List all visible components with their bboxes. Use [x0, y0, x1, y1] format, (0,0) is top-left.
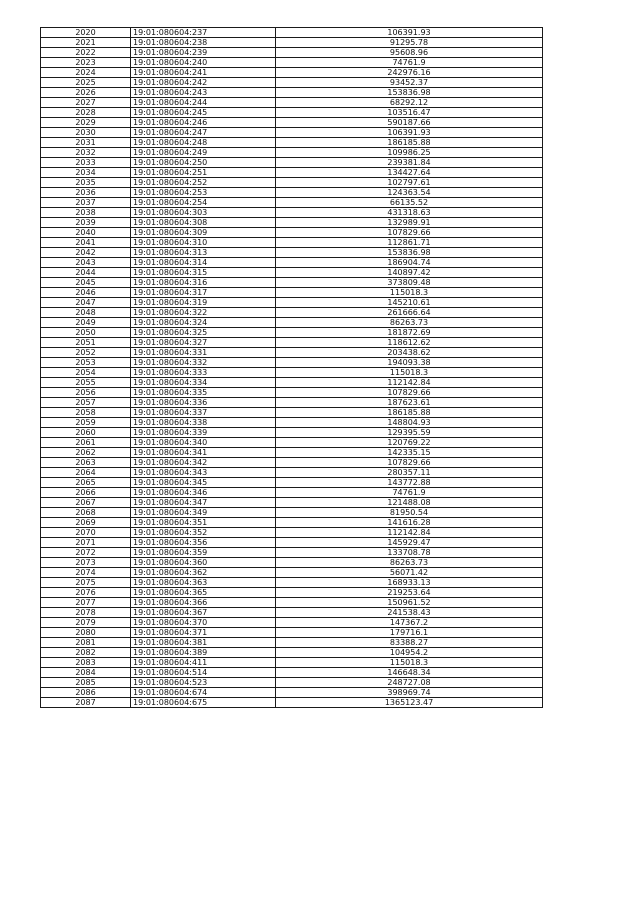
row-number-cell: 2023: [41, 58, 131, 68]
row-number-cell: 2037: [41, 198, 131, 208]
cadastral-value-cell: 106391.93: [276, 128, 543, 138]
row-number-cell: 2030: [41, 128, 131, 138]
cadastral-number-cell: 19:01:080604:243: [131, 88, 276, 98]
cadastral-value-cell: 120769.22: [276, 438, 543, 448]
table-row: [41, 608, 543, 618]
row-number-cell: 2071: [41, 538, 131, 548]
table-row: [41, 668, 543, 678]
table-row: [41, 88, 543, 98]
row-number-cell: 2056: [41, 388, 131, 398]
cadastral-value-cell: 148804.93: [276, 418, 543, 428]
cadastral-value-cell: 133708.78: [276, 548, 543, 558]
table-row: [41, 698, 543, 708]
table-row: [41, 678, 543, 688]
cadastral-number-cell: 19:01:080604:331: [131, 348, 276, 358]
row-number-cell: 2050: [41, 328, 131, 338]
table-row: [41, 68, 543, 78]
cadastral-number-cell: 19:01:080604:309: [131, 228, 276, 238]
row-number-cell: 2042: [41, 248, 131, 258]
row-number-cell: 2057: [41, 398, 131, 408]
cadastral-number-cell: 19:01:080604:303: [131, 208, 276, 218]
cadastral-value-cell: 140897.42: [276, 268, 543, 278]
table-row: [41, 328, 543, 338]
row-number-cell: 2062: [41, 448, 131, 458]
cadastral-number-cell: 19:01:080604:335: [131, 388, 276, 398]
row-number-cell: 2028: [41, 108, 131, 118]
row-number-cell: 2033: [41, 158, 131, 168]
cadastral-number-cell: 19:01:080604:381: [131, 638, 276, 648]
cadastral-value-cell: 107829.66: [276, 388, 543, 398]
cadastral-value-cell: 186904.74: [276, 258, 543, 268]
table-row: [41, 488, 543, 498]
cadastral-value-cell: 102797.61: [276, 178, 543, 188]
cadastral-value-cell: 241538.43: [276, 608, 543, 618]
row-number-cell: 2076: [41, 588, 131, 598]
row-number-cell: 2026: [41, 88, 131, 98]
table-row: [41, 558, 543, 568]
cadastral-value-cell: 153836.98: [276, 88, 543, 98]
row-number-cell: 2053: [41, 358, 131, 368]
table-row: [41, 78, 543, 88]
table-row: [41, 508, 543, 518]
table-row: [41, 48, 543, 58]
row-number-cell: 2068: [41, 508, 131, 518]
cadastral-value-cell: 261666.64: [276, 308, 543, 318]
cadastral-value-cell: 112142.84: [276, 528, 543, 538]
cadastral-value-cell: 147367.2: [276, 618, 543, 628]
table-row: [41, 118, 543, 128]
cadastral-value-cell: 115018.3: [276, 288, 543, 298]
cadastral-number-cell: 19:01:080604:319: [131, 298, 276, 308]
cadastral-value-cell: 74761.9: [276, 58, 543, 68]
cadastral-value-cell: 150961.52: [276, 598, 543, 608]
cadastral-number-cell: 19:01:080604:514: [131, 668, 276, 678]
cadastral-value-cell: 56071.42: [276, 568, 543, 578]
row-number-cell: 2048: [41, 308, 131, 318]
cadastral-number-cell: 19:01:080604:347: [131, 498, 276, 508]
table-row: [41, 198, 543, 208]
table-row: [41, 548, 543, 558]
cadastral-number-cell: 19:01:080604:339: [131, 428, 276, 438]
table-row: [41, 138, 543, 148]
cadastral-value-cell: 179716.1: [276, 628, 543, 638]
table-row: [41, 578, 543, 588]
cadastral-value-cell: 194093.38: [276, 358, 543, 368]
table-row: [41, 378, 543, 388]
row-number-cell: 2027: [41, 98, 131, 108]
cadastral-value-cell: 145210.61: [276, 298, 543, 308]
row-number-cell: 2078: [41, 608, 131, 618]
table-row: [41, 398, 543, 408]
table-row: [41, 158, 543, 168]
cadastral-value-cell: 141616.28: [276, 518, 543, 528]
cadastral-number-cell: 19:01:080604:342: [131, 458, 276, 468]
cadastral-number-cell: 19:01:080604:334: [131, 378, 276, 388]
cadastral-value-cell: 81950.54: [276, 508, 543, 518]
table-row: [41, 218, 543, 228]
table-row: [41, 298, 543, 308]
cadastral-number-cell: 19:01:080604:349: [131, 508, 276, 518]
table-row: [41, 538, 543, 548]
table-row: [41, 368, 543, 378]
row-number-cell: 2046: [41, 288, 131, 298]
row-number-cell: 2049: [41, 318, 131, 328]
cadastral-number-cell: 19:01:080604:360: [131, 558, 276, 568]
row-number-cell: 2022: [41, 48, 131, 58]
cadastral-number-cell: 19:01:080604:324: [131, 318, 276, 328]
table-row: [41, 518, 543, 528]
table-row: [41, 338, 543, 348]
cadastral-value-cell: 74761.9: [276, 488, 543, 498]
cadastral-value-cell: 66135.52: [276, 198, 543, 208]
table-row: [41, 418, 543, 428]
row-number-cell: 2043: [41, 258, 131, 268]
table-row: [41, 148, 543, 158]
row-number-cell: 2032: [41, 148, 131, 158]
table-row: [41, 258, 543, 268]
cadastral-value-cell: 103516.47: [276, 108, 543, 118]
cadastral-value-cell: 134427.64: [276, 168, 543, 178]
cadastral-number-cell: 19:01:080604:340: [131, 438, 276, 448]
cadastral-value-cell: 107829.66: [276, 458, 543, 468]
row-number-cell: 2055: [41, 378, 131, 388]
cadastral-value-cell: 186185.88: [276, 408, 543, 418]
cadastral-number-cell: 19:01:080604:237: [131, 28, 276, 38]
table-row: [41, 618, 543, 628]
row-number-cell: 2075: [41, 578, 131, 588]
row-number-cell: 2069: [41, 518, 131, 528]
row-number-cell: 2084: [41, 668, 131, 678]
cadastral-value-cell: 153836.98: [276, 248, 543, 258]
row-number-cell: 2029: [41, 118, 131, 128]
cadastral-value-cell: 107829.66: [276, 228, 543, 238]
table-row: [41, 458, 543, 468]
row-number-cell: 2063: [41, 458, 131, 468]
table-row: [41, 428, 543, 438]
table-row: [41, 238, 543, 248]
cadastral-number-cell: 19:01:080604:523: [131, 678, 276, 688]
table-row: [41, 448, 543, 458]
table-row: [41, 528, 543, 538]
table-row: [41, 648, 543, 658]
cadastral-number-cell: 19:01:080604:308: [131, 218, 276, 228]
table-row: [41, 688, 543, 698]
cadastral-value-cell: 112142.84: [276, 378, 543, 388]
cadastral-number-cell: 19:01:080604:371: [131, 628, 276, 638]
row-number-cell: 2038: [41, 208, 131, 218]
table-row: [41, 498, 543, 508]
cadastral-number-cell: 19:01:080604:251: [131, 168, 276, 178]
table-row: [41, 318, 543, 328]
cadastral-number-cell: 19:01:080604:316: [131, 278, 276, 288]
cadastral-number-cell: 19:01:080604:365: [131, 588, 276, 598]
cadastral-number-cell: 19:01:080604:245: [131, 108, 276, 118]
cadastral-value-cell: 124363.54: [276, 188, 543, 198]
row-number-cell: 2079: [41, 618, 131, 628]
cadastral-number-cell: 19:01:080604:338: [131, 418, 276, 428]
cadastral-value-cell: 239381.84: [276, 158, 543, 168]
table-row: [41, 478, 543, 488]
cadastral-number-cell: 19:01:080604:317: [131, 288, 276, 298]
table-row: [41, 348, 543, 358]
table-row: [41, 208, 543, 218]
valuation-table-body: [41, 28, 543, 708]
cadastral-value-cell: 91295.78: [276, 38, 543, 48]
table-row: [41, 178, 543, 188]
cadastral-number-cell: 19:01:080604:363: [131, 578, 276, 588]
row-number-cell: 2082: [41, 648, 131, 658]
table-row: [41, 388, 543, 398]
cadastral-value-cell: 118612.62: [276, 338, 543, 348]
cadastral-value-cell: 93452.37: [276, 78, 543, 88]
cadastral-value-cell: 398969.74: [276, 688, 543, 698]
table-row: [41, 168, 543, 178]
cadastral-number-cell: 19:01:080604:675: [131, 698, 276, 708]
table-row: [41, 288, 543, 298]
row-number-cell: 2072: [41, 548, 131, 558]
cadastral-number-cell: 19:01:080604:370: [131, 618, 276, 628]
cadastral-number-cell: 19:01:080604:389: [131, 648, 276, 658]
table-row: [41, 38, 543, 48]
cadastral-value-cell: 242976.16: [276, 68, 543, 78]
table-row: [41, 638, 543, 648]
cadastral-number-cell: 19:01:080604:345: [131, 478, 276, 488]
row-number-cell: 2044: [41, 268, 131, 278]
row-number-cell: 2054: [41, 368, 131, 378]
row-number-cell: 2040: [41, 228, 131, 238]
cadastral-value-cell: 280357.11: [276, 468, 543, 478]
cadastral-number-cell: 19:01:080604:333: [131, 368, 276, 378]
cadastral-value-cell: 373809.48: [276, 278, 543, 288]
cadastral-value-cell: 219253.64: [276, 588, 543, 598]
row-number-cell: 2059: [41, 418, 131, 428]
cadastral-number-cell: 19:01:080604:341: [131, 448, 276, 458]
cadastral-value-cell: 1365123.47: [276, 698, 543, 708]
cadastral-number-cell: 19:01:080604:250: [131, 158, 276, 168]
cadastral-number-cell: 19:01:080604:359: [131, 548, 276, 558]
row-number-cell: 2047: [41, 298, 131, 308]
cadastral-value-cell: 203438.62: [276, 348, 543, 358]
row-number-cell: 2085: [41, 678, 131, 688]
table-row: [41, 188, 543, 198]
table-row: [41, 658, 543, 668]
cadastral-value-cell: 106391.93: [276, 28, 543, 38]
row-number-cell: 2052: [41, 348, 131, 358]
table-row: [41, 58, 543, 68]
row-number-cell: 2039: [41, 218, 131, 228]
row-number-cell: 2074: [41, 568, 131, 578]
cadastral-value-cell: 68292.12: [276, 98, 543, 108]
table-row: [41, 128, 543, 138]
row-number-cell: 2081: [41, 638, 131, 648]
cadastral-number-cell: 19:01:080604:239: [131, 48, 276, 58]
row-number-cell: 2086: [41, 688, 131, 698]
cadastral-value-cell: 142335.15: [276, 448, 543, 458]
row-number-cell: 2066: [41, 488, 131, 498]
cadastral-number-cell: 19:01:080604:238: [131, 38, 276, 48]
row-number-cell: 2064: [41, 468, 131, 478]
cadastral-number-cell: 19:01:080604:314: [131, 258, 276, 268]
cadastral-number-cell: 19:01:080604:246: [131, 118, 276, 128]
cadastral-value-cell: 104954.2: [276, 648, 543, 658]
row-number-cell: 2035: [41, 178, 131, 188]
cadastral-number-cell: 19:01:080604:362: [131, 568, 276, 578]
table-row: [41, 308, 543, 318]
cadastral-number-cell: 19:01:080604:336: [131, 398, 276, 408]
cadastral-number-cell: 19:01:080604:322: [131, 308, 276, 318]
cadastral-value-cell: 146648.34: [276, 668, 543, 678]
cadastral-number-cell: 19:01:080604:242: [131, 78, 276, 88]
table-row: [41, 98, 543, 108]
cadastral-number-cell: 19:01:080604:241: [131, 68, 276, 78]
cadastral-number-cell: 19:01:080604:252: [131, 178, 276, 188]
cadastral-value-cell: 145929.47: [276, 538, 543, 548]
cadastral-number-cell: 19:01:080604:346: [131, 488, 276, 498]
table-row: [41, 228, 543, 238]
cadastral-number-cell: 19:01:080604:249: [131, 148, 276, 158]
cadastral-number-cell: 19:01:080604:337: [131, 408, 276, 418]
cadastral-number-cell: 19:01:080604:351: [131, 518, 276, 528]
cadastral-value-cell: 86263.73: [276, 318, 543, 328]
valuation-table: [40, 27, 543, 708]
table-row: [41, 438, 543, 448]
cadastral-value-cell: 129395.59: [276, 428, 543, 438]
cadastral-value-cell: 115018.3: [276, 658, 543, 668]
cadastral-value-cell: 248727.08: [276, 678, 543, 688]
cadastral-number-cell: 19:01:080604:332: [131, 358, 276, 368]
cadastral-number-cell: 19:01:080604:343: [131, 468, 276, 478]
cadastral-value-cell: 83388.27: [276, 638, 543, 648]
table-row: [41, 408, 543, 418]
row-number-cell: 2067: [41, 498, 131, 508]
row-number-cell: 2020: [41, 28, 131, 38]
row-number-cell: 2077: [41, 598, 131, 608]
cadastral-number-cell: 19:01:080604:313: [131, 248, 276, 258]
row-number-cell: 2024: [41, 68, 131, 78]
cadastral-value-cell: 590187.66: [276, 118, 543, 128]
cadastral-number-cell: 19:01:080604:248: [131, 138, 276, 148]
row-number-cell: 2073: [41, 558, 131, 568]
cadastral-number-cell: 19:01:080604:367: [131, 608, 276, 618]
row-number-cell: 2034: [41, 168, 131, 178]
cadastral-value-cell: 168933.13: [276, 578, 543, 588]
cadastral-number-cell: 19:01:080604:240: [131, 58, 276, 68]
cadastral-value-cell: 95608.96: [276, 48, 543, 58]
cadastral-number-cell: 19:01:080604:315: [131, 268, 276, 278]
cadastral-value-cell: 112861.71: [276, 238, 543, 248]
table-row: [41, 268, 543, 278]
table-row: [41, 248, 543, 258]
cadastral-value-cell: 186185.88: [276, 138, 543, 148]
row-number-cell: 2080: [41, 628, 131, 638]
cadastral-value-cell: 121488.08: [276, 498, 543, 508]
cadastral-value-cell: 143772.88: [276, 478, 543, 488]
table-row: [41, 598, 543, 608]
table-row: [41, 28, 543, 38]
cadastral-number-cell: 19:01:080604:352: [131, 528, 276, 538]
cadastral-number-cell: 19:01:080604:325: [131, 328, 276, 338]
row-number-cell: 2036: [41, 188, 131, 198]
cadastral-value-cell: 132989.91: [276, 218, 543, 228]
cadastral-number-cell: 19:01:080604:356: [131, 538, 276, 548]
cadastral-value-cell: 187623.61: [276, 398, 543, 408]
row-number-cell: 2061: [41, 438, 131, 448]
cadastral-number-cell: 19:01:080604:254: [131, 198, 276, 208]
cadastral-value-cell: 109986.25: [276, 148, 543, 158]
row-number-cell: 2045: [41, 278, 131, 288]
table-row: [41, 468, 543, 478]
table-row: [41, 108, 543, 118]
row-number-cell: 2025: [41, 78, 131, 88]
cadastral-number-cell: 19:01:080604:244: [131, 98, 276, 108]
row-number-cell: 2065: [41, 478, 131, 488]
row-number-cell: 2060: [41, 428, 131, 438]
cadastral-number-cell: 19:01:080604:366: [131, 598, 276, 608]
row-number-cell: 2083: [41, 658, 131, 668]
cadastral-number-cell: 19:01:080604:310: [131, 238, 276, 248]
row-number-cell: 2058: [41, 408, 131, 418]
cadastral-value-cell: 86263.73: [276, 558, 543, 568]
row-number-cell: 2021: [41, 38, 131, 48]
cadastral-value-cell: 431318.63: [276, 208, 543, 218]
row-number-cell: 2087: [41, 698, 131, 708]
table-row: [41, 278, 543, 288]
cadastral-number-cell: 19:01:080604:247: [131, 128, 276, 138]
cadastral-value-cell: 181872.69: [276, 328, 543, 338]
cadastral-value-cell: 115018.3: [276, 368, 543, 378]
cadastral-number-cell: 19:01:080604:411: [131, 658, 276, 668]
row-number-cell: 2041: [41, 238, 131, 248]
row-number-cell: 2070: [41, 528, 131, 538]
table-row: [41, 588, 543, 598]
table-row: [41, 628, 543, 638]
row-number-cell: 2031: [41, 138, 131, 148]
table-row: [41, 568, 543, 578]
cadastral-number-cell: 19:01:080604:327: [131, 338, 276, 348]
row-number-cell: 2051: [41, 338, 131, 348]
table-row: [41, 358, 543, 368]
cadastral-number-cell: 19:01:080604:674: [131, 688, 276, 698]
cadastral-number-cell: 19:01:080604:253: [131, 188, 276, 198]
